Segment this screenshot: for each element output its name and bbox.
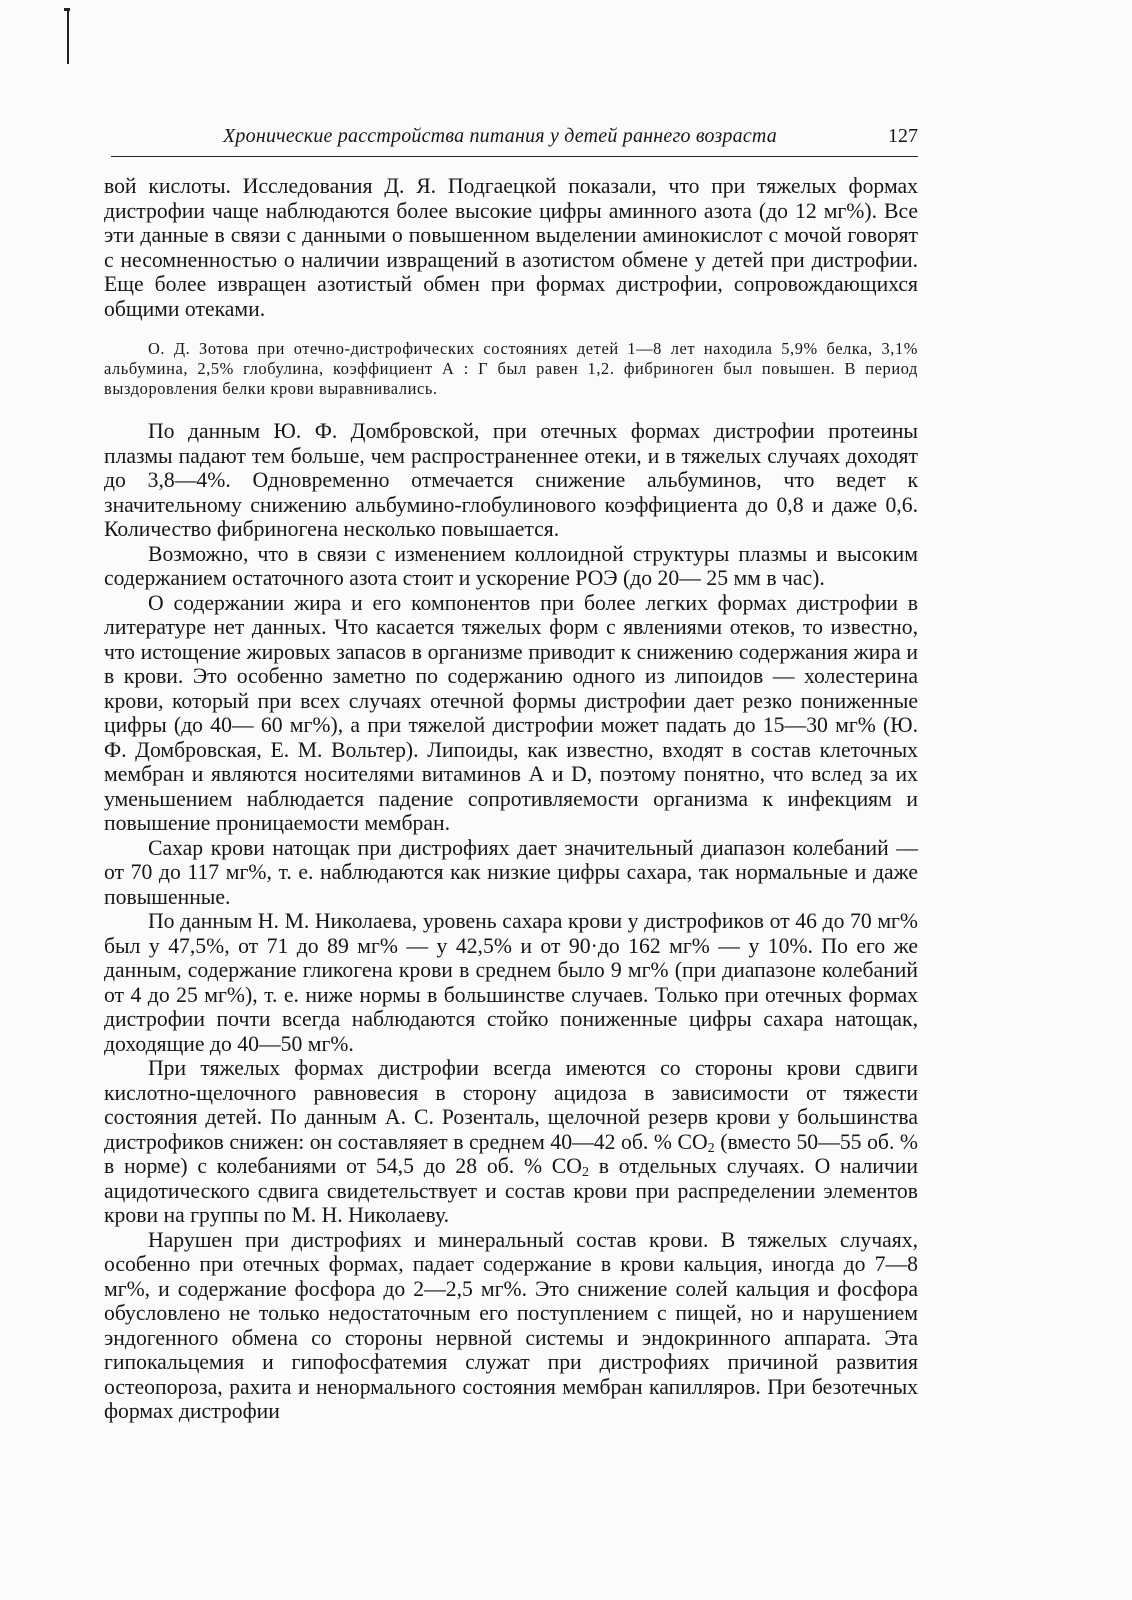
paragraph: вой кислоты. Исследования Д. Я. Подгаецкой показали, что при тяжелых формах дистрофии чаще наблюдаются более высокие цифры аминного азота (до 12 мг%). Все эти данные в связи с данными о повышенном выделении аминокислот с мочой говорят с несомненностью о наличии извращений в азотистом обмене у детей при дистрофии. Еще более извращен азотистый обмен при формах дистрофии, сопровождающихся общими отеками. [104, 174, 918, 321]
note-paragraph: О. Д. Зотова при отечно-дистрофических состояниях детей 1—8 лет находила 5,9% белка, 3,1% альбумина, 2,5% глобулина, коэффициент А : Г был равен 1,2. фибриноген был повышен. В период выздоровления белки крови выравнивались. [104, 339, 918, 398]
page-content [104, 174, 918, 1424]
paragraph: Нарушен при дистрофиях и минеральный состав крови. В тяжелых случаях, особенно при отечных формах, падает содержание в крови кальция, иногда до 7—8 мг%, и содержание фосфора до 2—2,5 мг%. Это снижение солей кальция и фосфора обусловлено не только недостаточным его поступлением с пищей, но и нарушением эндогенного обмена со стороны нервной системы и эндокринного аппарата. Эта гипокальцемия и гипофосфатемия служат при дистрофиях причиной развития остеопороза, рахита и ненормального состояния мембран капилляров. При безотечных формах дистрофии [104, 1227, 918, 1423]
paragraph: По данным Н. М. Николаева, уровень сахара крови у дистрофиков от 46 до 70 мг% был у 47,5%, от 71 до 89 мг% — у 42,5% и от 90·до 162 мг% — у 10%. По его же данным, содержание гликогена крови в среднем было 9 мг% (при диапазоне колебаний от 4 до 25 мг%), т. е. ниже нормы в большинстве случаев. Только при отечных формах дистрофии почти всегда наблюдаются стойко пониженные цифры сахара натощак, доходящие до 40—50 мг%. [104, 909, 918, 1056]
subscript: 2 [581, 1164, 589, 1180]
text-run: (вместо 50—55 об. % в норме) с колебаниями от 54,5 до 28 об. % CO [104, 1129, 918, 1178]
paragraph: По данным Ю. Ф. Домбровской, при отечных формах дистрофии протеины плазмы падают тем больше, чем распространеннее отеки, и в тяжелых случаях доходят до 3,8—4%. Одновременно отмечается снижение альбуминов, что ведет к значительному снижению альбумино-глобулинового коэффициента до 0,8 и даже 0,6. Количество фибриногена несколько повышается. [104, 419, 918, 541]
paragraph: Сахар крови натощак при дистрофиях дает значительный диапазон колебаний — от 70 до 117 мг%, т. е. наблюдаются как низкие цифры сахара, так нормальные и даже повышенные. [104, 835, 918, 909]
page-header [111, 122, 918, 157]
paragraph: Возможно, что в связи с изменением коллоидной структуры плазмы и высоким содержанием остаточного азота стоит и ускорение РОЭ (до 20— 25 мм в час). [104, 541, 918, 590]
scan-mark [67, 8, 69, 64]
small-print-note [104, 339, 918, 399]
text-run: При тяжелых формах дистрофии всегда имеются со стороны крови сдвиги кислотно-щелочного равновесия в сторону ацидоза в зависимости от тяжести состояния детей. По данным А. С. Розенталь, щелочной резерв крови у большинства дистрофиков снижен: он составляяет в среднем 40—42 об. % CO [104, 1056, 918, 1154]
body-text-top [104, 174, 918, 321]
text-run: в отдельных случаях. О наличии ацидотического сдвига свидетельствует и состав крови при распределении элементов крови на группы по М. Н. Николаеву. [104, 1154, 918, 1227]
subscript: 2 [707, 1139, 715, 1156]
page-number: 127 [888, 125, 918, 147]
body-text [104, 419, 918, 1424]
paragraph-acid-base [104, 1056, 918, 1228]
paragraph: О содержании жира и его компонентов при более легких формах дистрофии в литературе нет данных. Что касается тяжелых форм с явлениями отеков, то известно, что истощение жировых запасов в организме приводит к снижению содержания жира и в крови. Это особенно заметно по содержанию одного из липоидов — холестерина крови, который при всех случаях отечной формы дистрофии дает резко пониженные цифры (до 40— 60 мг%), а при тяжелой дистрофии может падать до 15—30 мг% (Ю. Ф. Домбровская, Е. М. Вольтер). Липоиды, как известно, входят в состав клеточных мембран и являются носителями витаминов А и D, поэтому понятно, что вслед за их уменьшением наблюдается падение сопротивляемости организма к инфекциям и повышение проницаемости мембран. [104, 590, 918, 835]
scan-mark [64, 8, 70, 11]
running-title: Хронические расстройства питания у детей раннего возраста [223, 125, 777, 147]
